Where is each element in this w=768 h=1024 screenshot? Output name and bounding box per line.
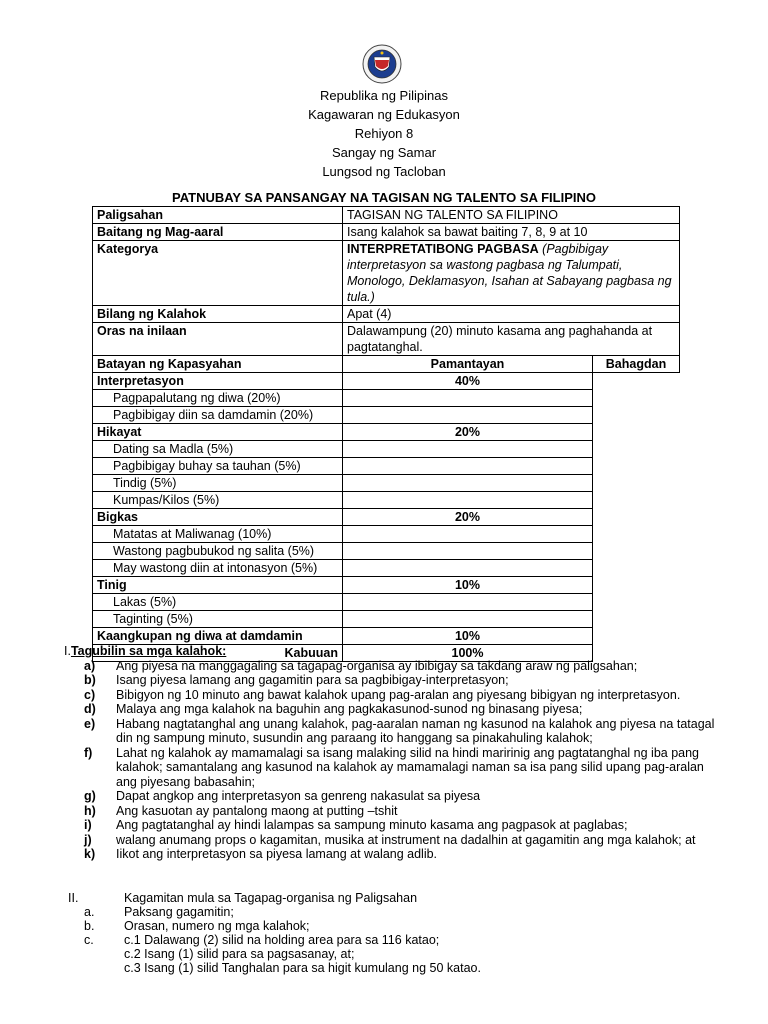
instruction-item [68, 702, 718, 717]
criteria-row [93, 373, 680, 390]
criteria-main: Bigkas [93, 509, 343, 526]
criteria-sub: Matatas at Maliwanag (10%) [93, 526, 343, 543]
criteria-percent: 40% [343, 373, 593, 390]
bahagdan-header: Bahagdan [593, 356, 680, 373]
instruction-item [68, 659, 718, 674]
equipment-text: c.1 Dalawang (2) silid na holding area para sa 116 katao; [124, 933, 440, 947]
criteria-sub: May wastong diin at intonasyon (5%) [93, 560, 343, 577]
paligsahan-label: Paligsahan [93, 207, 343, 224]
kategorya-label: Kategorya [93, 241, 343, 306]
criteria-percent [343, 492, 593, 509]
bilang-value: Apat (4) [343, 306, 680, 323]
section-2-numeral: II. [68, 891, 79, 905]
header-line-2: Kagawaran ng Edukasyon [308, 107, 460, 122]
criteria-main: Interpretasyon [93, 373, 343, 390]
equipment-letter: c. [84, 933, 94, 947]
criteria-row [93, 441, 680, 458]
criteria-row [93, 543, 680, 560]
equipment-item [68, 933, 718, 947]
instruction-letter: e) [84, 716, 96, 731]
instruction-text: Ang pagtatanghal ay hindi lalampas sa sampung minuto kasama ang pagpasok at paglabas; [116, 818, 628, 832]
criteria-main: Hikayat [93, 424, 343, 441]
instruction-item [68, 804, 718, 819]
criteria-row [93, 611, 680, 628]
criteria-sub: Wastong pagbubukod ng salita (5%) [93, 543, 343, 560]
header [0, 86, 768, 181]
header-line-5: Lungsod ng Tacloban [322, 164, 446, 179]
instruction-item [68, 833, 718, 848]
equipment-item [68, 947, 718, 961]
instruction-text: Bibigyon ng 10 minuto ang bawat kalahok upang pag-aralan ang piyesang bibigyan ng interpretasyon. [116, 687, 681, 702]
instruction-item [68, 818, 718, 833]
criteria-row [93, 390, 680, 407]
total-label: Kabuuan [93, 645, 343, 662]
criteria-percent [343, 611, 593, 628]
criteria-sub: Pagpapalutang ng diwa (20%) [93, 390, 343, 407]
criteria-percent [343, 407, 593, 424]
instruction-text: Malaya ang mga kalahok na baguhin ang pagkakasunod-sunod ng binasang piyesa; [116, 702, 583, 716]
table-row [93, 224, 680, 241]
equipment-text: c.3 Isang (1) silid Tanghalan para sa higit kumulang ng 50 katao. [124, 961, 481, 975]
equipment-item [68, 905, 718, 919]
criteria-row [93, 458, 680, 475]
equipment-item [68, 961, 718, 975]
criteria-row [93, 526, 680, 543]
criteria-sub: Taginting (5%) [93, 611, 343, 628]
criteria-row [93, 628, 680, 645]
criteria-row [93, 577, 680, 594]
section-1-numeral: I. [64, 644, 71, 658]
oras-value: Dalawampung (20) minuto kasama ang paghahanda at pagtatanghal. [343, 323, 680, 356]
criteria-percent [343, 594, 593, 611]
header-line-1: Republika ng Pilipinas [320, 88, 448, 103]
criteria-sub: Pagbibigay buhay sa tauhan (5%) [93, 458, 343, 475]
criteria-row [93, 509, 680, 526]
equipment-letter: a. [84, 905, 95, 919]
criteria-main: Tinig [93, 577, 343, 594]
table-row [93, 356, 680, 373]
header-line-3: Rehiyon 8 [354, 126, 414, 141]
criteria-percent: 10% [343, 628, 593, 645]
criteria-percent: 20% [343, 509, 593, 526]
criteria-main: Kaangkupan ng diwa at damdamin [93, 628, 343, 645]
instruction-item [68, 717, 718, 746]
criteria-sub: Tindig (5%) [93, 475, 343, 492]
header-line-4: Sangay ng Samar [331, 145, 437, 160]
instruction-text: Isang piyesa lamang ang gagamitin para sa pagbibigay-interpretasyon; [116, 673, 509, 687]
pamantayan-header: Pamantayan [343, 356, 593, 373]
criteria-percent [343, 390, 593, 407]
instruction-item [68, 688, 718, 703]
instruction-item [68, 746, 718, 790]
criteria-percent [343, 560, 593, 577]
section-2-title: Kagamitan mula sa Tagapag-organisa ng Paligsahan [124, 891, 418, 905]
criteria-sub: Lakas (5%) [93, 594, 343, 611]
criteria-sub: Kumpas/Kilos (5%) [93, 492, 343, 509]
instruction-letter: i) [84, 818, 92, 832]
instruction-letter: g) [84, 789, 96, 803]
equipment-text: Orasan, numero ng mga kalahok; [124, 919, 310, 933]
criteria-percent: 10% [343, 577, 593, 594]
criteria-percent [343, 458, 593, 475]
criteria-row [93, 475, 680, 492]
instruction-letter: h) [84, 803, 96, 818]
instruction-text: walang anumang props o kagamitan, musika at instrument na dadalhin at gagamitin ang mga kalahok; at [116, 832, 696, 847]
instruction-text: Lahat ng kalahok ay mamamalagi sa isang malaking silid na hindi maririnig ang pagtatanghal ng iba pang kalahok; samantalang ang kasunod na kalahok ay mamamalagi naman sa isa pang silid upang pag-aralan ang piyesang babasahin; [116, 745, 704, 789]
kategorya-bold: INTERPRETATIBONG PAGBASA [347, 242, 539, 256]
section-2 [68, 891, 718, 975]
instruction-letter: b) [84, 673, 96, 687]
section-2-heading [68, 891, 718, 905]
deped-seal-icon [362, 44, 402, 84]
equipment-letter [68, 961, 124, 975]
instruction-item [68, 673, 718, 688]
equipment-letter [68, 947, 124, 961]
equipment-letter: b. [84, 919, 95, 933]
baitang-label: Baitang ng Mag-aaral [93, 224, 343, 241]
batayan-label: Batayan ng Kapasyahan [93, 356, 343, 373]
criteria-row [93, 424, 680, 441]
section-1 [64, 644, 718, 862]
instruction-text: Iikot ang interpretasyon sa piyesa lamang at walang adlib. [116, 847, 438, 861]
instruction-letter: d) [84, 702, 96, 716]
paligsahan-value: TAGISAN NG TALENTO SA FILIPINO [343, 207, 680, 224]
criteria-row [93, 560, 680, 577]
page-title: PATNUBAY SA PANSANGAY NA TAGISAN NG TALENTO SA FILIPINO [172, 190, 596, 205]
equipment-text: Paksang gagamitin; [124, 905, 234, 919]
table-row [93, 241, 680, 306]
instruction-letter: k) [84, 847, 96, 861]
instruction-item [68, 847, 718, 862]
kategorya-value [343, 241, 680, 306]
equipment-text: c.2 Isang (1) silid para sa pagsasanay, at; [124, 947, 355, 961]
instruction-text: Ang kasuotan ay pantalong maong at putting –tshit [116, 803, 398, 818]
table-row [93, 306, 680, 323]
oras-label: Oras na inilaan [93, 323, 343, 356]
table-row [93, 323, 680, 356]
criteria-percent [343, 526, 593, 543]
criteria-sub: Pagbibigay diin sa damdamin (20%) [93, 407, 343, 424]
criteria-percent: 20% [343, 424, 593, 441]
table-row [93, 207, 680, 224]
baitang-value: Isang kalahok sa bawat baiting 7, 8, 9 at 10 [343, 224, 680, 241]
instruction-text: Habang nagtatanghal ang unang kalahok, pag-aaralan naman ng kasunod na kalahok ang piyesa na tatagal din ng sampung minuto, susundin ang paraang ito hanggang sa pinakahuling kalahok; [116, 716, 715, 745]
criteria-percent [343, 475, 593, 492]
guidelines-table [92, 206, 680, 662]
equipment-item [68, 919, 718, 933]
criteria-sub: Dating sa Madla (5%) [93, 441, 343, 458]
section-1-title: Tagubilin sa mga kalahok: [70, 644, 227, 658]
criteria-row [93, 407, 680, 424]
kategorya-italic: (Pagbibigay interpretasyon sa wastong pagbasa ng Talumpati, Monologo, Deklamasyon, Isahan at Sabayang pagbasa ng tula.) [347, 242, 672, 304]
section-1-heading [64, 644, 718, 659]
instruction-letter: a) [84, 658, 96, 673]
criteria-percent [343, 543, 593, 560]
criteria-row [93, 492, 680, 509]
instruction-item [68, 789, 718, 804]
instruction-text: Dapat angkop ang interpretasyon sa genreng nakasulat sa piyesa [116, 789, 481, 803]
criteria-row [93, 594, 680, 611]
instruction-letter: j) [84, 832, 92, 847]
total-percent: 100% [343, 645, 593, 662]
instruction-letter: c) [84, 687, 96, 702]
instruction-text: Ang piyesa na manggagaling sa tagapag-organisa ay ibibigay sa takdang araw ng paligsahan; [116, 658, 638, 673]
instruction-letter: f) [84, 745, 93, 760]
bilang-label: Bilang ng Kalahok [93, 306, 343, 323]
criteria-percent [343, 441, 593, 458]
